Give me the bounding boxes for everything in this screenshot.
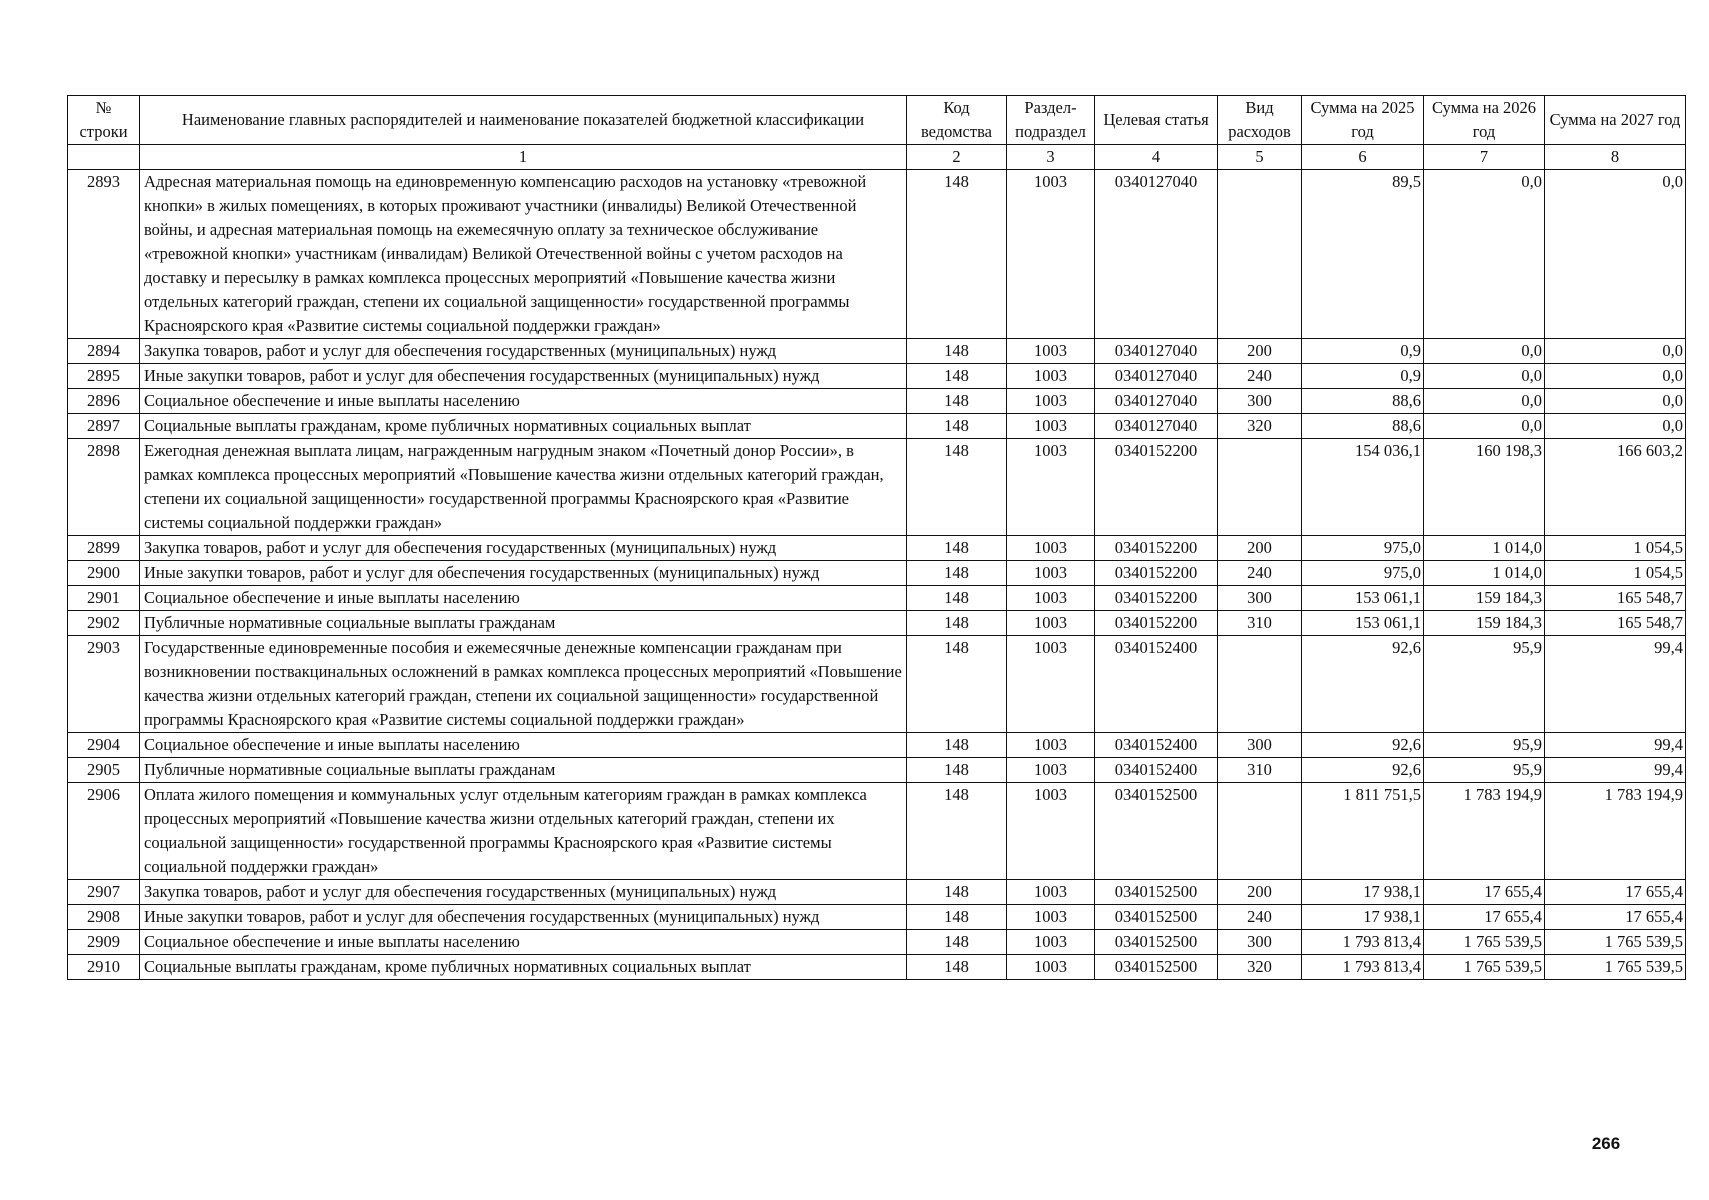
header-sum-2027: Сумма на 2027 год: [1545, 96, 1686, 145]
target-article-cell: 0340152500: [1095, 955, 1218, 980]
row-number-cell: 2895: [68, 364, 140, 389]
expense-type-cell: 240: [1218, 364, 1302, 389]
sum-2026-cell: 0,0: [1424, 364, 1545, 389]
sum-2025-cell: 17 938,1: [1302, 880, 1424, 905]
row-number-cell: 2903: [68, 636, 140, 733]
sum-2025-cell: 89,5: [1302, 170, 1424, 339]
item-name-cell: Адресная материальная помощь на единовременную компенсацию расходов на установку «тревожной кнопки» в жилых помещениях, в которых проживают участники (инвалиды) Великой Отечественной войны, и адресная материальная помощь на ежемесячную оплату за техническое обслуживание «тревожной кнопки» участникам (инвалидам) Великой Отечественной войны с учетом расходов на доставку и пересылку в рамках комплекса процессных мероприятий «Повышение качества жизни отдельных категорий граждан, степени их социальной защищенности» государственной программы Красноярского края «Развитие системы социальной поддержки граждан»: [140, 170, 907, 339]
target-article-cell: 0340152200: [1095, 561, 1218, 586]
page-number: 266: [1591, 1134, 1621, 1153]
table-row: [68, 733, 1686, 758]
sum-2027-cell: 1 054,5: [1545, 536, 1686, 561]
sum-2025-cell: 0,9: [1302, 364, 1424, 389]
dept-code-cell: 148: [907, 339, 1007, 364]
row-number-cell: 2901: [68, 586, 140, 611]
sum-2027-cell: 99,4: [1545, 733, 1686, 758]
sum-2025-cell: 975,0: [1302, 536, 1424, 561]
table-row: [68, 339, 1686, 364]
expense-type-cell: 300: [1218, 733, 1302, 758]
item-name-cell: Иные закупки товаров, работ и услуг для обеспечения государственных (муниципальных) нужд: [140, 364, 907, 389]
table-body: [68, 170, 1686, 980]
row-number-cell: 2899: [68, 536, 140, 561]
sum-2025-cell: 1 811 751,5: [1302, 783, 1424, 880]
expense-type-cell: 200: [1218, 536, 1302, 561]
budget-table: [67, 95, 1686, 980]
sum-2025-cell: 975,0: [1302, 561, 1424, 586]
header-sum-2026: Сумма на 2026 год: [1424, 96, 1545, 145]
row-number-cell: 2893: [68, 170, 140, 339]
sum-2026-cell: 1 765 539,5: [1424, 955, 1545, 980]
dept-code-cell: 148: [907, 414, 1007, 439]
item-name-cell: Оплата жилого помещения и коммунальных услуг отдельным категориям граждан в рамках комплекса процессных мероприятий «Повышение качества жизни отдельных категорий граждан, степени их социальной защищенности» государственной программы Красноярского края «Развитие системы социальной поддержки граждан»: [140, 783, 907, 880]
item-name-cell: Публичные нормативные социальные выплаты гражданам: [140, 758, 907, 783]
sum-2027-cell: 0,0: [1545, 170, 1686, 339]
dept-code-cell: 148: [907, 364, 1007, 389]
sum-2025-cell: 92,6: [1302, 733, 1424, 758]
section-cell: 1003: [1007, 389, 1095, 414]
table-row: [68, 561, 1686, 586]
sum-2025-cell: 1 793 813,4: [1302, 930, 1424, 955]
sum-2027-cell: 1 054,5: [1545, 561, 1686, 586]
sum-2027-cell: 99,4: [1545, 636, 1686, 733]
table-row: [68, 586, 1686, 611]
sum-2027-cell: 17 655,4: [1545, 905, 1686, 930]
expense-type-cell: 240: [1218, 561, 1302, 586]
target-article-cell: 0340152400: [1095, 636, 1218, 733]
header-name: Наименование главных распорядителей и наименование показателей бюджетной классификации: [140, 96, 907, 145]
table-row: [68, 439, 1686, 536]
column-number: [68, 145, 140, 170]
sum-2027-cell: 165 548,7: [1545, 586, 1686, 611]
expense-type-cell: 200: [1218, 880, 1302, 905]
column-number: 5: [1218, 145, 1302, 170]
sum-2025-cell: 153 061,1: [1302, 611, 1424, 636]
table-row: [68, 414, 1686, 439]
section-cell: 1003: [1007, 758, 1095, 783]
sum-2025-cell: 1 793 813,4: [1302, 955, 1424, 980]
sum-2026-cell: 1 765 539,5: [1424, 930, 1545, 955]
target-article-cell: 0340127040: [1095, 414, 1218, 439]
item-name-cell: Закупка товаров, работ и услуг для обеспечения государственных (муниципальных) нужд: [140, 880, 907, 905]
section-cell: 1003: [1007, 439, 1095, 536]
target-article-cell: 0340152400: [1095, 758, 1218, 783]
expense-type-cell: 320: [1218, 414, 1302, 439]
sum-2027-cell: 99,4: [1545, 758, 1686, 783]
dept-code-cell: 148: [907, 783, 1007, 880]
dept-code-cell: 148: [907, 536, 1007, 561]
target-article-cell: 0340152200: [1095, 611, 1218, 636]
dept-code-cell: 148: [907, 733, 1007, 758]
target-article-cell: 0340127040: [1095, 339, 1218, 364]
section-cell: 1003: [1007, 561, 1095, 586]
column-number: 4: [1095, 145, 1218, 170]
expense-type-cell: 240: [1218, 905, 1302, 930]
section-cell: 1003: [1007, 536, 1095, 561]
sum-2027-cell: 17 655,4: [1545, 880, 1686, 905]
dept-code-cell: 148: [907, 880, 1007, 905]
row-number-cell: 2910: [68, 955, 140, 980]
dept-code-cell: 148: [907, 758, 1007, 783]
sum-2026-cell: 95,9: [1424, 636, 1545, 733]
row-number-cell: 2905: [68, 758, 140, 783]
expense-type-cell: 300: [1218, 586, 1302, 611]
expense-type-cell: 300: [1218, 389, 1302, 414]
item-name-cell: Социальное обеспечение и иные выплаты населению: [140, 930, 907, 955]
row-number-cell: 2902: [68, 611, 140, 636]
target-article-cell: 0340152200: [1095, 586, 1218, 611]
dept-code-cell: 148: [907, 389, 1007, 414]
table-row: [68, 930, 1686, 955]
table-row: [68, 905, 1686, 930]
sum-2027-cell: 0,0: [1545, 389, 1686, 414]
row-number-cell: 2900: [68, 561, 140, 586]
column-number: 2: [907, 145, 1007, 170]
target-article-cell: 0340152500: [1095, 783, 1218, 880]
target-article-cell: 0340152500: [1095, 905, 1218, 930]
column-number: 1: [140, 145, 907, 170]
sum-2026-cell: 0,0: [1424, 170, 1545, 339]
dept-code-cell: 148: [907, 930, 1007, 955]
sum-2025-cell: 88,6: [1302, 414, 1424, 439]
sum-2027-cell: 0,0: [1545, 339, 1686, 364]
sum-2026-cell: 17 655,4: [1424, 905, 1545, 930]
expense-type-cell: [1218, 170, 1302, 339]
sum-2027-cell: 165 548,7: [1545, 611, 1686, 636]
table-row: [68, 783, 1686, 880]
sum-2026-cell: 1 014,0: [1424, 561, 1545, 586]
table-row: [68, 389, 1686, 414]
section-cell: 1003: [1007, 733, 1095, 758]
item-name-cell: Ежегодная денежная выплата лицам, награжденным нагрудным знаком «Почетный донор России», в рамках комплекса процессных мероприятий «Повышение качества жизни отдельных категорий граждан, степени их социальной защищенности» государственной программы Красноярского края «Развитие системы социальной поддержки граждан»: [140, 439, 907, 536]
target-article-cell: 0340127040: [1095, 170, 1218, 339]
column-number: 8: [1545, 145, 1686, 170]
sum-2026-cell: 0,0: [1424, 389, 1545, 414]
header-row-no: № строки: [68, 96, 140, 145]
sum-2026-cell: 0,0: [1424, 414, 1545, 439]
section-cell: 1003: [1007, 880, 1095, 905]
target-article-cell: 0340152200: [1095, 536, 1218, 561]
target-article-cell: 0340152500: [1095, 930, 1218, 955]
sum-2025-cell: 88,6: [1302, 389, 1424, 414]
item-name-cell: Социальное обеспечение и иные выплаты населению: [140, 733, 907, 758]
expense-type-cell: 300: [1218, 930, 1302, 955]
header-dept-code: Код ведомства: [907, 96, 1007, 145]
table-row: [68, 170, 1686, 339]
column-number: 3: [1007, 145, 1095, 170]
section-cell: 1003: [1007, 611, 1095, 636]
section-cell: 1003: [1007, 636, 1095, 733]
table-row: [68, 611, 1686, 636]
item-name-cell: Социальные выплаты гражданам, кроме публичных нормативных социальных выплат: [140, 955, 907, 980]
expense-type-cell: 200: [1218, 339, 1302, 364]
target-article-cell: 0340127040: [1095, 364, 1218, 389]
sum-2027-cell: 0,0: [1545, 364, 1686, 389]
header-target: Целевая статья: [1095, 96, 1218, 145]
sum-2026-cell: 159 184,3: [1424, 611, 1545, 636]
expense-type-cell: [1218, 783, 1302, 880]
sum-2025-cell: 92,6: [1302, 636, 1424, 733]
item-name-cell: Закупка товаров, работ и услуг для обеспечения государственных (муниципальных) нужд: [140, 536, 907, 561]
row-number-cell: 2896: [68, 389, 140, 414]
sum-2025-cell: 17 938,1: [1302, 905, 1424, 930]
target-article-cell: 0340152200: [1095, 439, 1218, 536]
row-number-cell: 2907: [68, 880, 140, 905]
item-name-cell: Социальные выплаты гражданам, кроме публичных нормативных социальных выплат: [140, 414, 907, 439]
item-name-cell: Закупка товаров, работ и услуг для обеспечения государственных (муниципальных) нужд: [140, 339, 907, 364]
section-cell: 1003: [1007, 783, 1095, 880]
row-number-cell: 2908: [68, 905, 140, 930]
header-sum-2025: Сумма на 2025 год: [1302, 96, 1424, 145]
budget-table-sheet: [67, 95, 1685, 980]
row-number-cell: 2909: [68, 930, 140, 955]
sum-2026-cell: 0,0: [1424, 339, 1545, 364]
column-number: 7: [1424, 145, 1545, 170]
table-row: [68, 880, 1686, 905]
section-cell: 1003: [1007, 586, 1095, 611]
target-article-cell: 0340127040: [1095, 389, 1218, 414]
item-name-cell: Иные закупки товаров, работ и услуг для обеспечения государственных (муниципальных) нужд: [140, 561, 907, 586]
target-article-cell: 0340152400: [1095, 733, 1218, 758]
sum-2027-cell: 0,0: [1545, 414, 1686, 439]
row-number-cell: 2894: [68, 339, 140, 364]
section-cell: 1003: [1007, 339, 1095, 364]
sum-2027-cell: 166 603,2: [1545, 439, 1686, 536]
item-name-cell: Социальное обеспечение и иные выплаты населению: [140, 586, 907, 611]
sum-2025-cell: 154 036,1: [1302, 439, 1424, 536]
column-number: 6: [1302, 145, 1424, 170]
sum-2026-cell: 17 655,4: [1424, 880, 1545, 905]
sum-2026-cell: 1 014,0: [1424, 536, 1545, 561]
sum-2026-cell: 159 184,3: [1424, 586, 1545, 611]
dept-code-cell: 148: [907, 955, 1007, 980]
sum-2026-cell: 160 198,3: [1424, 439, 1545, 536]
sum-2027-cell: 1 765 539,5: [1545, 955, 1686, 980]
sum-2025-cell: 92,6: [1302, 758, 1424, 783]
dept-code-cell: 148: [907, 561, 1007, 586]
target-article-cell: 0340152500: [1095, 880, 1218, 905]
header-section: Раздел-подраздел: [1007, 96, 1095, 145]
item-name-cell: Социальное обеспечение и иные выплаты населению: [140, 389, 907, 414]
section-cell: 1003: [1007, 955, 1095, 980]
dept-code-cell: 148: [907, 439, 1007, 536]
dept-code-cell: 148: [907, 611, 1007, 636]
expense-type-cell: 320: [1218, 955, 1302, 980]
dept-code-cell: 148: [907, 636, 1007, 733]
expense-type-cell: [1218, 439, 1302, 536]
table-row: [68, 955, 1686, 980]
sum-2027-cell: 1 765 539,5: [1545, 930, 1686, 955]
dept-code-cell: 148: [907, 586, 1007, 611]
expense-type-cell: [1218, 636, 1302, 733]
table-row: [68, 364, 1686, 389]
section-cell: 1003: [1007, 364, 1095, 389]
row-number-cell: 2897: [68, 414, 140, 439]
column-number-row: [68, 145, 1686, 170]
table-row: [68, 536, 1686, 561]
sum-2027-cell: 1 783 194,9: [1545, 783, 1686, 880]
expense-type-cell: 310: [1218, 611, 1302, 636]
sum-2026-cell: 95,9: [1424, 758, 1545, 783]
header-row: [68, 96, 1686, 145]
section-cell: 1003: [1007, 905, 1095, 930]
dept-code-cell: 148: [907, 905, 1007, 930]
section-cell: 1003: [1007, 414, 1095, 439]
sum-2026-cell: 95,9: [1424, 733, 1545, 758]
table-row: [68, 636, 1686, 733]
sum-2025-cell: 0,9: [1302, 339, 1424, 364]
item-name-cell: Иные закупки товаров, работ и услуг для обеспечения государственных (муниципальных) нужд: [140, 905, 907, 930]
sum-2026-cell: 1 783 194,9: [1424, 783, 1545, 880]
section-cell: 1003: [1007, 930, 1095, 955]
section-cell: 1003: [1007, 170, 1095, 339]
dept-code-cell: 148: [907, 170, 1007, 339]
row-number-cell: 2906: [68, 783, 140, 880]
sum-2025-cell: 153 061,1: [1302, 586, 1424, 611]
expense-type-cell: 310: [1218, 758, 1302, 783]
row-number-cell: 2898: [68, 439, 140, 536]
item-name-cell: Государственные единовременные пособия и ежемесячные денежные компенсации гражданам при возникновении поствакцинальных осложнений в рамках комплекса процессных мероприятий «Повышение качества жизни отдельных категорий граждан, степени их социальной защищенности» государственной программы Красноярского края «Развитие системы социальной поддержки граждан»: [140, 636, 907, 733]
item-name-cell: Публичные нормативные социальные выплаты гражданам: [140, 611, 907, 636]
table-row: [68, 758, 1686, 783]
row-number-cell: 2904: [68, 733, 140, 758]
header-expense-type: Вид расходов: [1218, 96, 1302, 145]
